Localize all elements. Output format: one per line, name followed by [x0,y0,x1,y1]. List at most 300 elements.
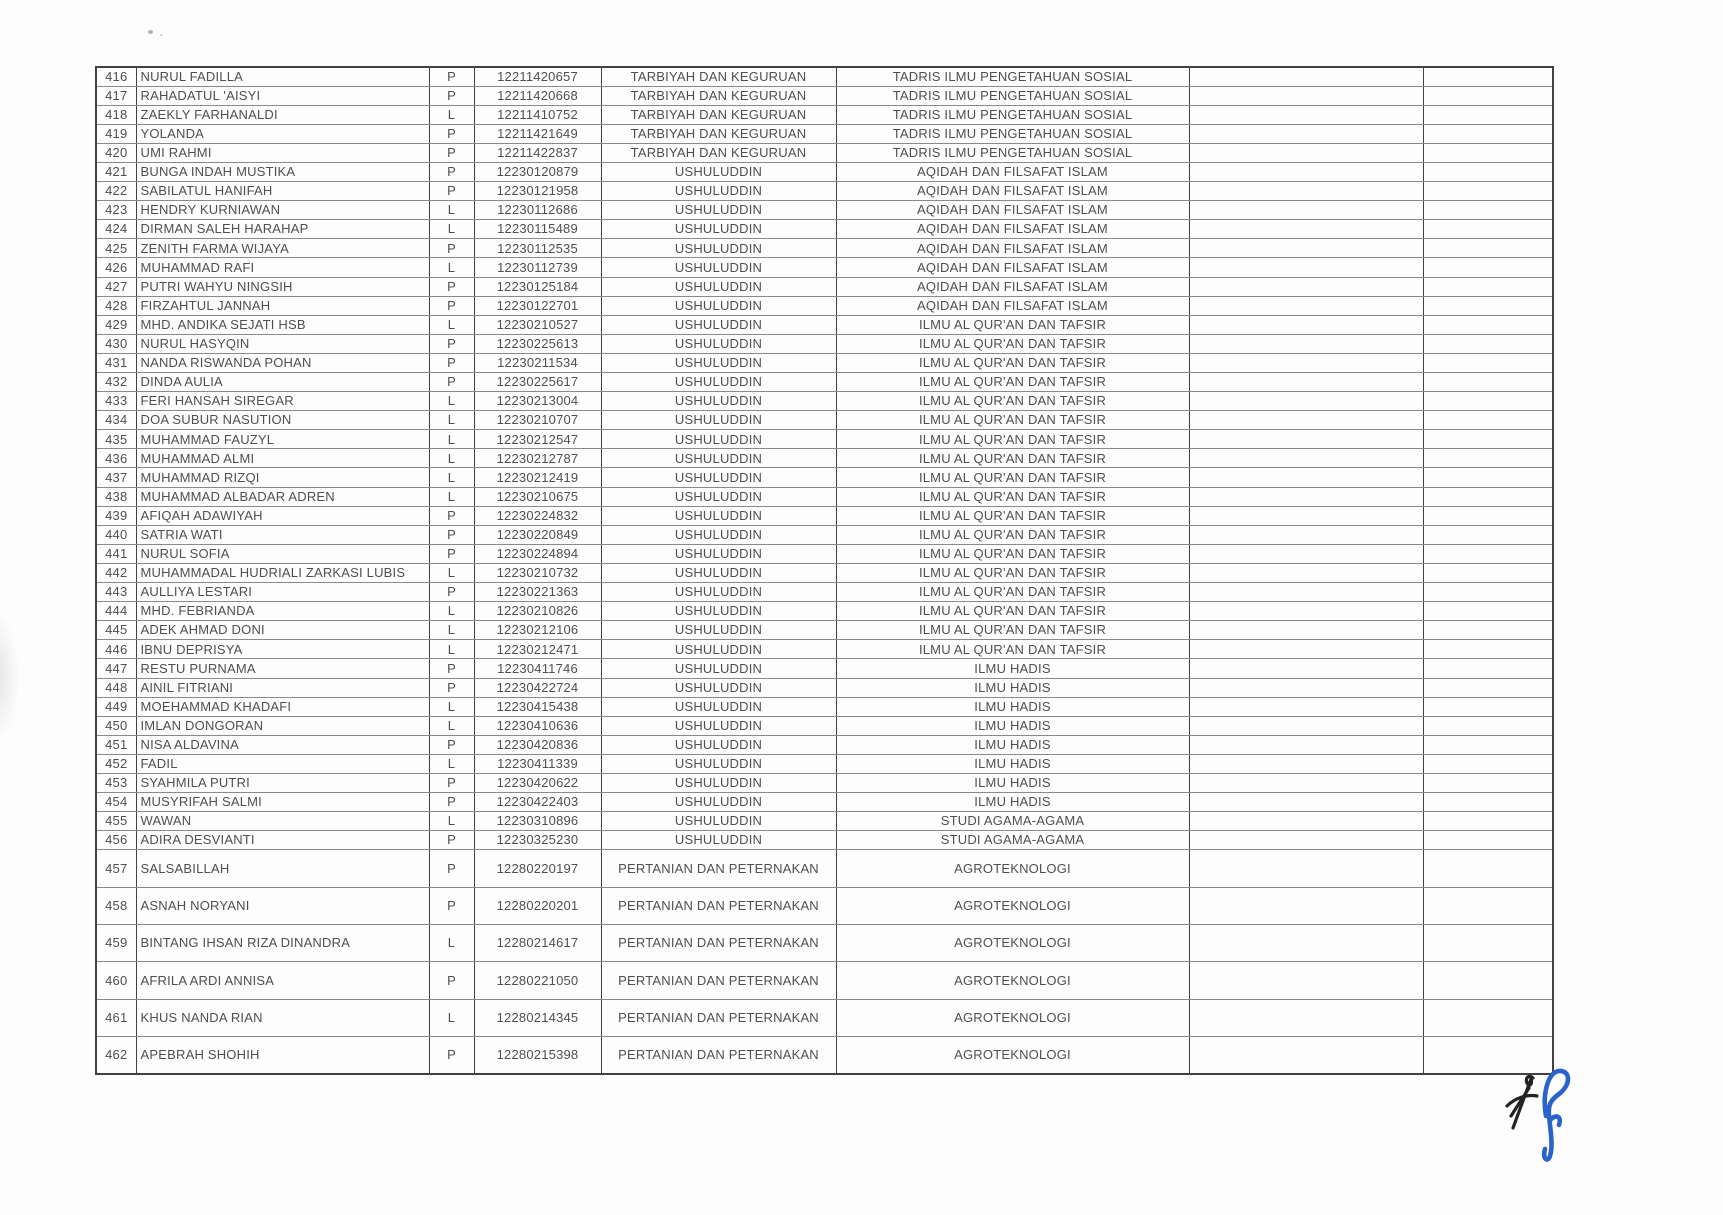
empty-cell-1 [1189,887,1423,924]
nim-cell: 12211420668 [474,86,601,105]
nim-cell: 12230210707 [474,411,601,430]
nim-cell: 12230112686 [474,201,601,220]
gender-cell: P [429,124,474,143]
nim-cell: 12280214345 [474,999,601,1036]
nim-cell: 12230221363 [474,583,601,602]
table-row [96,506,1553,525]
program-cell: ILMU AL QUR'AN DAN TAFSIR [836,315,1189,334]
table-row [96,258,1553,277]
row-number-cell: 437 [96,468,136,487]
gender-cell: L [429,201,474,220]
gender-cell: P [429,506,474,525]
faculty-cell: USHULUDDIN [601,220,836,239]
nim-cell: 12230420622 [474,773,601,792]
row-number-cell: 451 [96,735,136,754]
nim-cell: 12230415438 [474,697,601,716]
table-row [96,296,1553,315]
program-cell: TADRIS ILMU PENGETAHUAN SOSIAL [836,124,1189,143]
row-number-cell: 447 [96,659,136,678]
empty-cell-1 [1189,754,1423,773]
program-cell: AGROTEKNOLOGI [836,887,1189,924]
student-name-cell: KHUS NANDA RIAN [136,999,429,1036]
gender-cell: L [429,697,474,716]
faculty-cell: USHULUDDIN [601,812,836,831]
table-row [96,659,1553,678]
program-cell: TADRIS ILMU PENGETAHUAN SOSIAL [836,67,1189,86]
faculty-cell: USHULUDDIN [601,258,836,277]
table-row [96,162,1553,181]
faculty-cell: USHULUDDIN [601,659,836,678]
student-name-cell: ZENITH FARMA WIJAYA [136,239,429,258]
table-row [96,143,1553,162]
table-row [96,544,1553,563]
gender-cell: L [429,258,474,277]
row-number-cell: 442 [96,563,136,582]
empty-cell-2 [1423,735,1553,754]
gender-cell: L [429,487,474,506]
student-name-cell: MUHAMMAD ALMI [136,449,429,468]
student-name-cell: BUNGA INDAH MUSTIKA [136,162,429,181]
empty-cell-1 [1189,583,1423,602]
gender-cell: L [429,621,474,640]
empty-cell-1 [1189,334,1423,353]
nim-cell: 12230210826 [474,602,601,621]
gender-cell: P [429,239,474,258]
program-cell: ILMU AL QUR'AN DAN TAFSIR [836,602,1189,621]
table-row [96,525,1553,544]
faculty-cell: TARBIYAH DAN KEGURUAN [601,67,836,86]
nim-cell: 12280221050 [474,962,601,999]
table-row [96,793,1553,812]
gender-cell: L [429,812,474,831]
student-name-cell: SYAHMILA PUTRI [136,773,429,792]
nim-cell: 12230210675 [474,487,601,506]
empty-cell-1 [1189,143,1423,162]
empty-cell-2 [1423,925,1553,962]
program-cell: AQIDAH DAN FILSAFAT ISLAM [836,277,1189,296]
empty-cell-1 [1189,659,1423,678]
row-number-cell: 433 [96,392,136,411]
table-row [96,468,1553,487]
gender-cell: P [429,67,474,86]
nim-cell: 12230422403 [474,793,601,812]
gender-cell: L [429,411,474,430]
faculty-cell: TARBIYAH DAN KEGURUAN [601,105,836,124]
row-number-cell: 443 [96,583,136,602]
faculty-cell: PERTANIAN DAN PETERNAKAN [601,1036,836,1073]
table-row [96,411,1553,430]
empty-cell-1 [1189,735,1423,754]
table-row [96,239,1553,258]
nim-cell: 12230210732 [474,563,601,582]
nim-cell: 12230210527 [474,315,601,334]
gender-cell: P [429,353,474,372]
student-name-cell: MUHAMMAD ALBADAR ADREN [136,487,429,506]
student-name-cell: SABILATUL HANIFAH [136,182,429,201]
nim-cell: 12230112739 [474,258,601,277]
table-row [96,67,1553,86]
table-row [96,621,1553,640]
program-cell: ILMU AL QUR'AN DAN TAFSIR [836,392,1189,411]
row-number-cell: 422 [96,182,136,201]
faculty-cell: USHULUDDIN [601,487,836,506]
scan-artifact-speck [148,30,153,34]
table-row [96,334,1553,353]
program-cell: ILMU AL QUR'AN DAN TAFSIR [836,563,1189,582]
gender-cell: L [429,220,474,239]
empty-cell-2 [1423,220,1553,239]
faculty-cell: TARBIYAH DAN KEGURUAN [601,143,836,162]
row-number-cell: 421 [96,162,136,181]
nim-cell: 12230212787 [474,449,601,468]
scan-artifact-speck [160,34,163,36]
table-row [96,697,1553,716]
table-row [96,602,1553,621]
gender-cell: P [429,525,474,544]
student-name-cell: APEBRAH SHOHIH [136,1036,429,1073]
student-name-cell: SATRIA WATI [136,525,429,544]
student-name-cell: BINTANG IHSAN RIZA DINANDRA [136,925,429,962]
program-cell: TADRIS ILMU PENGETAHUAN SOSIAL [836,143,1189,162]
faculty-cell: USHULUDDIN [601,678,836,697]
row-number-cell: 441 [96,544,136,563]
row-number-cell: 435 [96,430,136,449]
row-number-cell: 427 [96,277,136,296]
empty-cell-2 [1423,583,1553,602]
gender-cell: P [429,850,474,887]
row-number-cell: 424 [96,220,136,239]
student-name-cell: RESTU PURNAMA [136,659,429,678]
row-number-cell: 444 [96,602,136,621]
nim-cell: 12230225617 [474,373,601,392]
row-number-cell: 462 [96,1036,136,1073]
nim-cell: 12280215398 [474,1036,601,1073]
row-number-cell: 446 [96,640,136,659]
gender-cell: P [429,793,474,812]
program-cell: ILMU HADIS [836,716,1189,735]
signature-drawing [1493,1064,1588,1174]
empty-cell-2 [1423,602,1553,621]
faculty-cell: USHULUDDIN [601,640,836,659]
program-cell: AQIDAH DAN FILSAFAT ISLAM [836,201,1189,220]
program-cell: AGROTEKNOLOGI [836,925,1189,962]
faculty-cell: USHULUDDIN [601,411,836,430]
faculty-cell: PERTANIAN DAN PETERNAKAN [601,925,836,962]
empty-cell-1 [1189,105,1423,124]
table-row [96,812,1553,831]
table-row [96,353,1553,372]
student-name-cell: PUTRI WAHYU NINGSIH [136,277,429,296]
empty-cell-2 [1423,850,1553,887]
table-row [96,850,1553,887]
row-number-cell: 445 [96,621,136,640]
faculty-cell: USHULUDDIN [601,449,836,468]
table-row [96,1036,1553,1073]
gender-cell: L [429,449,474,468]
empty-cell-2 [1423,812,1553,831]
faculty-cell: USHULUDDIN [601,162,836,181]
empty-cell-1 [1189,258,1423,277]
nim-cell: 12230212471 [474,640,601,659]
empty-cell-1 [1189,220,1423,239]
faculty-cell: USHULUDDIN [601,315,836,334]
gender-cell: L [429,640,474,659]
empty-cell-1 [1189,411,1423,430]
empty-cell-2 [1423,430,1553,449]
empty-cell-1 [1189,773,1423,792]
gender-cell: P [429,773,474,792]
empty-cell-2 [1423,353,1553,372]
student-name-cell: WAWAN [136,812,429,831]
table-row [96,220,1553,239]
table-row [96,831,1553,850]
student-name-cell: DOA SUBUR NASUTION [136,411,429,430]
student-name-cell: MHD. FEBRIANDA [136,602,429,621]
row-number-cell: 436 [96,449,136,468]
nim-cell: 12230125184 [474,277,601,296]
student-name-cell: DINDA AULIA [136,373,429,392]
program-cell: ILMU AL QUR'AN DAN TAFSIR [836,487,1189,506]
nim-cell: 12230112535 [474,239,601,258]
empty-cell-2 [1423,506,1553,525]
empty-cell-2 [1423,716,1553,735]
nim-cell: 12230410636 [474,716,601,735]
gender-cell: P [429,296,474,315]
empty-cell-2 [1423,754,1553,773]
empty-cell-1 [1189,506,1423,525]
student-name-cell: NISA ALDAVINA [136,735,429,754]
program-cell: AQIDAH DAN FILSAFAT ISLAM [836,239,1189,258]
empty-cell-1 [1189,67,1423,86]
student-name-cell: AULLIYA LESTARI [136,583,429,602]
student-name-cell: MUHAMMADAL HUDRIALI ZARKASI LUBIS [136,563,429,582]
student-name-cell: YOLANDA [136,124,429,143]
gender-cell: P [429,1036,474,1073]
empty-cell-1 [1189,999,1423,1036]
empty-cell-1 [1189,373,1423,392]
program-cell: STUDI AGAMA-AGAMA [836,812,1189,831]
table-row [96,640,1553,659]
empty-cell-2 [1423,831,1553,850]
faculty-cell: USHULUDDIN [601,373,836,392]
empty-cell-1 [1189,716,1423,735]
gender-cell: P [429,831,474,850]
faculty-cell: PERTANIAN DAN PETERNAKAN [601,962,836,999]
empty-cell-2 [1423,392,1553,411]
row-number-cell: 426 [96,258,136,277]
student-name-cell: NURUL SOFIA [136,544,429,563]
faculty-cell: USHULUDDIN [601,544,836,563]
row-number-cell: 461 [96,999,136,1036]
program-cell: ILMU AL QUR'AN DAN TAFSIR [836,544,1189,563]
table-row [96,105,1553,124]
gender-cell: L [429,925,474,962]
faculty-cell: USHULUDDIN [601,697,836,716]
faculty-cell: USHULUDDIN [601,735,836,754]
table-row [96,962,1553,999]
nim-cell: 12230224832 [474,506,601,525]
student-name-cell: NANDA RISWANDA POHAN [136,353,429,372]
faculty-cell: PERTANIAN DAN PETERNAKAN [601,850,836,887]
faculty-cell: USHULUDDIN [601,392,836,411]
program-cell: ILMU AL QUR'AN DAN TAFSIR [836,334,1189,353]
gender-cell: P [429,143,474,162]
table-row [96,583,1553,602]
gender-cell: P [429,678,474,697]
program-cell: ILMU AL QUR'AN DAN TAFSIR [836,621,1189,640]
empty-cell-2 [1423,563,1553,582]
empty-cell-2 [1423,105,1553,124]
empty-cell-2 [1423,162,1553,181]
empty-cell-2 [1423,86,1553,105]
gender-cell: P [429,162,474,181]
empty-cell-2 [1423,143,1553,162]
nim-cell: 12230212419 [474,468,601,487]
empty-cell-2 [1423,678,1553,697]
faculty-cell: USHULUDDIN [601,468,836,487]
empty-cell-2 [1423,373,1553,392]
student-name-cell: AFIQAH ADAWIYAH [136,506,429,525]
row-number-cell: 456 [96,831,136,850]
faculty-cell: TARBIYAH DAN KEGURUAN [601,86,836,105]
row-number-cell: 430 [96,334,136,353]
row-number-cell: 425 [96,239,136,258]
empty-cell-1 [1189,678,1423,697]
empty-cell-1 [1189,392,1423,411]
empty-cell-2 [1423,773,1553,792]
student-name-cell: SALSABILLAH [136,850,429,887]
gender-cell: L [429,999,474,1036]
empty-cell-2 [1423,201,1553,220]
gender-cell: L [429,754,474,773]
empty-cell-2 [1423,887,1553,924]
nim-cell: 12230325230 [474,831,601,850]
gender-cell: L [429,716,474,735]
nim-cell: 12230212547 [474,430,601,449]
faculty-cell: USHULUDDIN [601,602,836,621]
faculty-cell: TARBIYAH DAN KEGURUAN [601,124,836,143]
empty-cell-2 [1423,793,1553,812]
empty-cell-1 [1189,1036,1423,1073]
table-row [96,392,1553,411]
empty-cell-2 [1423,544,1553,563]
program-cell: TADRIS ILMU PENGETAHUAN SOSIAL [836,105,1189,124]
row-number-cell: 438 [96,487,136,506]
row-number-cell: 439 [96,506,136,525]
faculty-cell: USHULUDDIN [601,506,836,525]
program-cell: ILMU AL QUR'AN DAN TAFSIR [836,525,1189,544]
empty-cell-1 [1189,640,1423,659]
nim-cell: 12280220197 [474,850,601,887]
empty-cell-2 [1423,411,1553,430]
signature [1493,1064,1588,1174]
empty-cell-2 [1423,239,1553,258]
gender-cell: P [429,887,474,924]
empty-cell-1 [1189,124,1423,143]
nim-cell: 12230212106 [474,621,601,640]
program-cell: AGROTEKNOLOGI [836,962,1189,999]
gender-cell: L [429,430,474,449]
empty-cell-1 [1189,86,1423,105]
signature-black-initial [1507,1076,1537,1128]
program-cell: AGROTEKNOLOGI [836,850,1189,887]
empty-cell-2 [1423,962,1553,999]
table-row [96,735,1553,754]
gender-cell: P [429,659,474,678]
empty-cell-2 [1423,487,1553,506]
program-cell: AQIDAH DAN FILSAFAT ISLAM [836,162,1189,181]
nim-cell: 12230115489 [474,220,601,239]
row-number-cell: 419 [96,124,136,143]
row-number-cell: 440 [96,525,136,544]
row-number-cell: 454 [96,793,136,812]
empty-cell-1 [1189,430,1423,449]
nim-cell: 12230310896 [474,812,601,831]
table-row [96,277,1553,296]
faculty-cell: USHULUDDIN [601,754,836,773]
empty-cell-2 [1423,659,1553,678]
program-cell: ILMU HADIS [836,754,1189,773]
row-number-cell: 449 [96,697,136,716]
program-cell: ILMU AL QUR'AN DAN TAFSIR [836,411,1189,430]
empty-cell-1 [1189,449,1423,468]
student-name-cell: ZAEKLY FARHANALDI [136,105,429,124]
empty-cell-1 [1189,544,1423,563]
program-cell: ILMU HADIS [836,697,1189,716]
student-name-cell: RAHADATUL 'AISYI [136,86,429,105]
gender-cell: L [429,392,474,411]
faculty-cell: USHULUDDIN [601,621,836,640]
student-name-cell: MUSYRIFAH SALMI [136,793,429,812]
row-number-cell: 428 [96,296,136,315]
student-name-cell: MUHAMMAD FAUZYL [136,430,429,449]
program-cell: ILMU HADIS [836,678,1189,697]
empty-cell-2 [1423,277,1553,296]
table-row [96,124,1553,143]
row-number-cell: 416 [96,67,136,86]
row-number-cell: 423 [96,201,136,220]
faculty-cell: USHULUDDIN [601,182,836,201]
empty-cell-1 [1189,602,1423,621]
faculty-cell: PERTANIAN DAN PETERNAKAN [601,999,836,1036]
nim-cell: 12230224894 [474,544,601,563]
nim-cell: 12211420657 [474,67,601,86]
student-name-cell: AFRILA ARDI ANNISA [136,962,429,999]
gender-cell: P [429,334,474,353]
empty-cell-1 [1189,277,1423,296]
faculty-cell: USHULUDDIN [601,831,836,850]
empty-cell-1 [1189,793,1423,812]
row-number-cell: 453 [96,773,136,792]
faculty-cell: USHULUDDIN [601,277,836,296]
row-number-cell: 458 [96,887,136,924]
scan-artifact-smudge [0,612,20,742]
nim-cell: 12230120879 [474,162,601,181]
row-number-cell: 455 [96,812,136,831]
program-cell: ILMU AL QUR'AN DAN TAFSIR [836,468,1189,487]
student-table [95,66,1554,1075]
empty-cell-1 [1189,201,1423,220]
empty-cell-2 [1423,67,1553,86]
nim-cell: 12230220849 [474,525,601,544]
gender-cell: L [429,315,474,334]
empty-cell-1 [1189,487,1423,506]
empty-cell-2 [1423,697,1553,716]
empty-cell-2 [1423,999,1553,1036]
empty-cell-1 [1189,182,1423,201]
program-cell: ILMU HADIS [836,659,1189,678]
nim-cell: 12280214617 [474,925,601,962]
